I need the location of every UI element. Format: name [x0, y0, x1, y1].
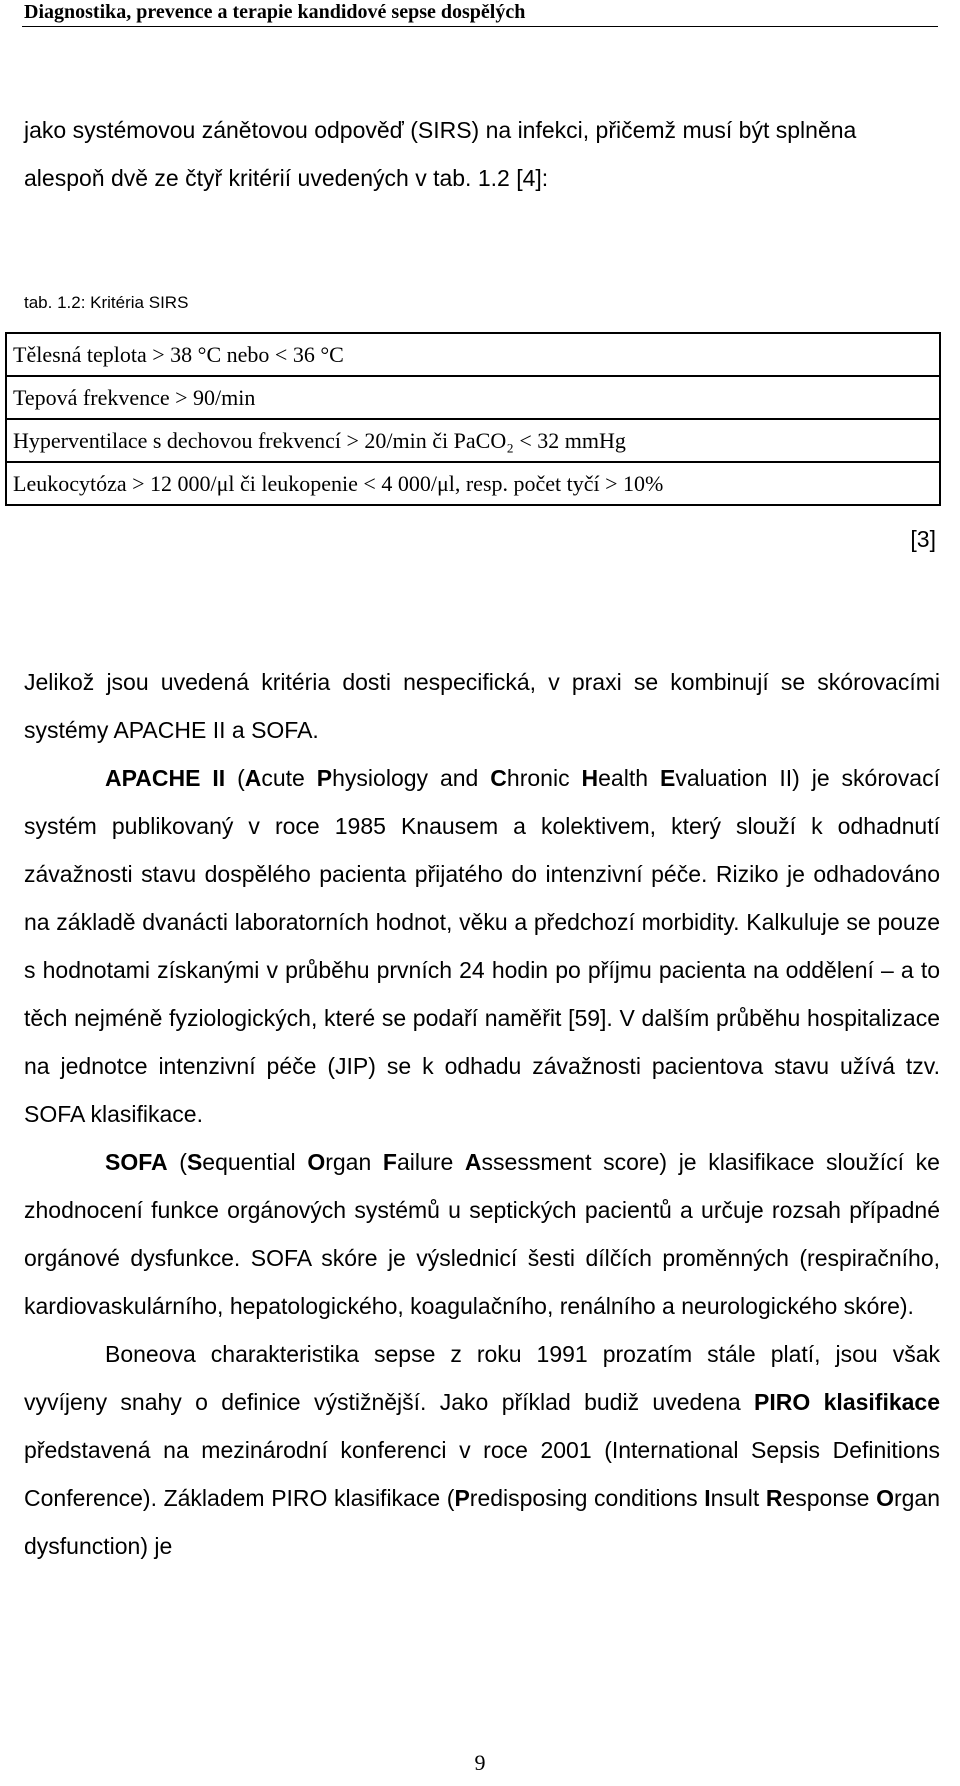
table-caption: tab. 1.2: Kritéria SIRS: [24, 293, 189, 312]
table-cell: Tepová frekvence > 90/min: [6, 376, 940, 419]
table-cell: Hyperventilace s dechovou frekvencí > 20/min či PaCO₂ < 32 mmHg: [6, 419, 940, 462]
body-text: [24, 658, 940, 1570]
table-row: [6, 462, 940, 505]
paragraph-apache: APACHE II (Acute Physiology and Chronic Health Evaluation II) je skórovací systém publikovaný v roce 1985 Knausem a kolektivem, který slouží k odhadnutí závažnosti stavu dospělého pacienta přijatého do intenzivní péče. Riziko je odhadováno na základě dvanácti laboratorních hodnot, věku a předchozí morbidity. Kalkuluje se pouze s hodnotami získanými v průběhu prvních 24 hodin po příjmu pacienta na oddělení – a to těch nejméně fyziologických, které se podaří naměřit [59]. V dalším průběhu hospitalizace na jednotce intenzivní péče (JIP) se k odhadu závažnosti pacientova stavu užívá tzv. SOFA klasifikace.: [24, 765, 940, 1127]
header-divider: [22, 26, 938, 27]
table-cell: Tělesná teplota > 38 °C nebo < 36 °C: [6, 333, 940, 376]
sofa-title: SOFA: [105, 1149, 168, 1175]
table-row: [6, 376, 940, 419]
table-row: [6, 419, 940, 462]
table-reference: [3]: [910, 526, 936, 552]
page-number: 9: [474, 1750, 486, 1775]
running-header: Diagnostika, prevence a terapie kandidové sepse dospělých: [24, 1, 526, 23]
paragraph-bone: Boneova charakteristika sepse z roku 1991 prozatím stále platí, jsou však vyvíjeny snahy o definice výstižnější. Jako příklad budiž uvedena PIRO klasifikace představená na mezinárodní konferenci v roce 2001 (International Sepsis Definitions Conference). Základem PIRO klasifikace (Predisposing conditions Insult Response Organ dysfunction) je: [24, 1341, 941, 1559]
paragraph-sofa: SOFA (Sequential Organ Failure Assessment score) je klasifikace sloužící ke zhodnocení funkce orgánových systémů u septických pacientů a určuje rozsah případné orgánové dysfunkce. SOFA skóre je výslednicí šesti dílčích proměnných (respiračního, kardiovaskulárního, hepatologického, koagulačního, renálního a neurologického skóre).: [24, 1149, 940, 1319]
piro-term: PIRO klasifikace: [754, 1389, 941, 1415]
apache-title: APACHE II: [105, 765, 226, 791]
paragraph-criteria: Jelikož jsou uvedená kritéria dosti nespecifická, v praxi se kombinují se skórovacími systémy APACHE II a SOFA.: [24, 669, 940, 743]
sirs-criteria-table: [5, 332, 941, 506]
intro-paragraph: jako systémovou zánětovou odpověď (SIRS) na infekci, přičemž musí být splněna alespoň dvě ze čtyř kritérií uvedených v tab. 1.2 [4]:: [24, 117, 857, 191]
table-row: [6, 333, 940, 376]
table-cell: Leukocytóza > 12 000/μl či leukopenie < 4 000/μl, resp. počet tyčí > 10%: [6, 462, 940, 505]
